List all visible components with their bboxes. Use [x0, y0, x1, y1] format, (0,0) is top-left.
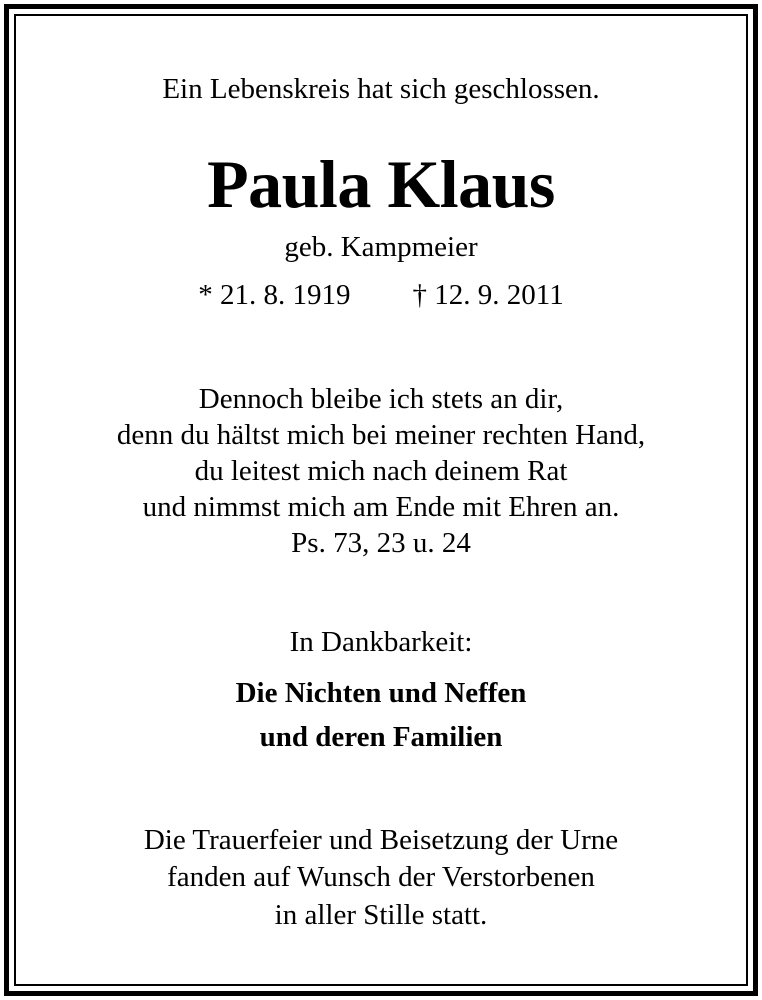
verse-line: Dennoch bleibe ich stets an dir, [198, 383, 564, 415]
verse-line: du leitest mich nach deinem Rat [194, 455, 568, 487]
mourners-line: und deren Familien [259, 721, 503, 753]
deceased-name: Paula Klaus [207, 146, 555, 222]
gratitude-heading: In Dankbarkeit: [289, 626, 473, 658]
life-dates [0, 278, 762, 312]
verse-line: denn du hältst mich bei meiner rechten Hand, [116, 419, 646, 451]
closing-line: in aller Stille statt. [274, 899, 488, 931]
verse-reference: Ps. 73, 23 u. 24 [291, 527, 471, 559]
closing-line: fanden auf Wunsch der Verstorbenen [167, 861, 595, 893]
birth-name: geb. Kampmeier [284, 231, 478, 263]
birth-date: * 21. 8. 1919 [198, 279, 351, 311]
death-date: † 12. 9. 2011 [412, 279, 564, 311]
verse-line: und nimmst mich am Ende mit Ehren an. [142, 491, 620, 523]
intro-line: Ein Lebenskreis hat sich geschlossen. [162, 73, 600, 105]
closing-line: Die Trauerfeier und Beisetzung der Urne [143, 824, 619, 856]
mourners-line: Die Nichten und Neffen [235, 677, 527, 709]
